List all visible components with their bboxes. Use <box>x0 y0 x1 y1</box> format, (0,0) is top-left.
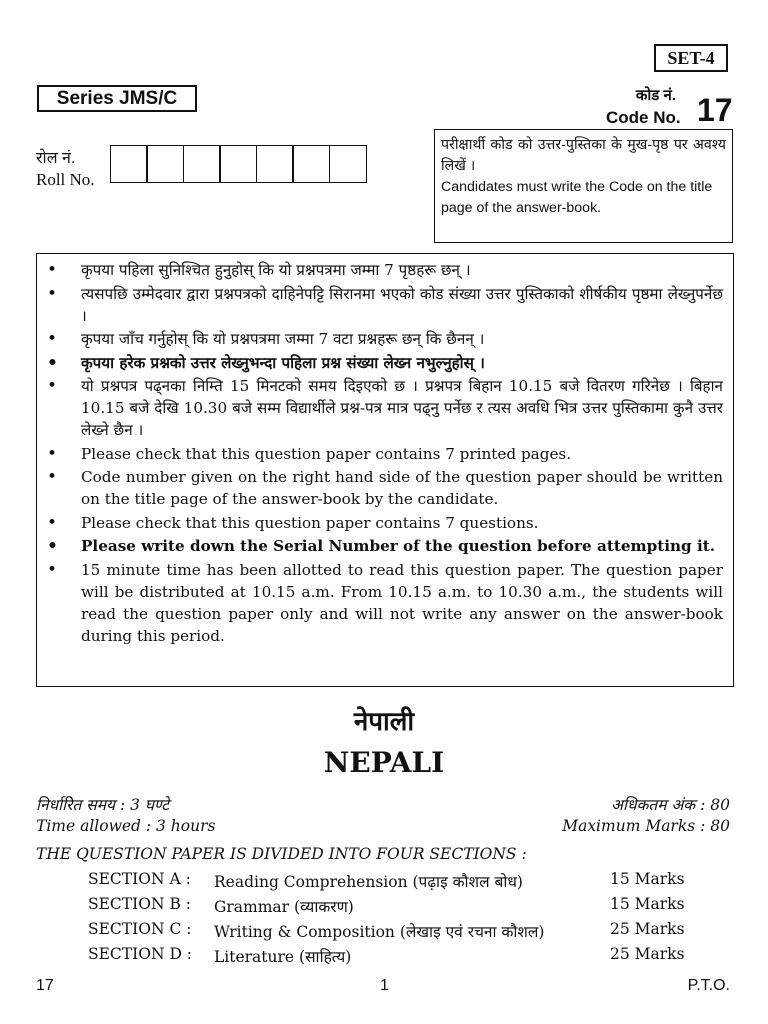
section-name: Reading Comprehension (पढ़ाइ कौशल बोध) <box>214 873 523 891</box>
instruction-item: • Code number given on the right hand side of the question paper should be written on the title page of the answer-book by the candidate. <box>45 466 723 510</box>
footer-code: 17 <box>36 977 54 994</box>
section-name: Writing & Composition (लेखाइ एवं रचना कौशल) <box>214 923 545 941</box>
set-label: SET-4 <box>654 44 728 72</box>
section-marks: 25 Marks <box>610 920 685 938</box>
sections-heading: THE QUESTION PAPER IS DIVIDED INTO FOUR SECTIONS : <box>36 845 527 863</box>
page-number: 1 <box>380 977 389 994</box>
instruction-item: • कृपया जाँच गर्नुहोस् कि यो प्रश्नपत्रमा जम्मा 7 वटा प्रश्नहरू छन् कि छैनन् । <box>45 328 723 350</box>
roll-box[interactable] <box>292 145 330 183</box>
instruction-item: • 15 minute time has been allotted to read this question paper. The question paper will be distributed at 10.15 a.m. From 10.15 a.m. to 10.30 a.m., the students will read the question paper only and will not write any answer on the answer-book during this period. <box>45 559 723 647</box>
roll-label-nepali: रोल नं. <box>36 150 76 167</box>
maximum-marks-english: Maximum Marks : 80 <box>562 817 730 835</box>
instruction-item: • Please check that this question paper contains 7 printed pages. <box>45 443 723 465</box>
candidate-note-nepali: परीक्षार्थी कोड को उत्तर-पुस्तिका के मुख-पृष्ठ पर अवश्य लिखें । <box>441 137 726 174</box>
section-label: SECTION B : <box>88 895 191 913</box>
section-label: SECTION C : <box>88 920 192 938</box>
section-row <box>88 870 700 892</box>
section-row <box>88 895 700 917</box>
roll-box[interactable] <box>329 145 367 183</box>
instruction-item: • कृपया पहिला सुनिश्चित हुनुहोस् कि यो प्रश्नपत्रमा जम्मा 7 पृष्ठहरू छन् । <box>45 259 723 281</box>
series-label: Series JMS/C <box>37 85 197 112</box>
roll-label-english: Roll No. <box>36 170 95 189</box>
instruction-item: • कृपया हरेक प्रश्नको उत्तर लेख्नुभन्दा पहिला प्रश्न संख्या लेख्न नभुल्नुहोस् । <box>45 352 723 374</box>
section-label: SECTION D : <box>88 945 193 963</box>
code-label-english: Code No. <box>606 108 681 127</box>
maximum-marks-nepali: अधिकतम अंक : 80 <box>611 796 730 814</box>
instruction-item: • त्यसपछि उम्मेदवार द्वारा प्रश्नपत्रको दाहिनेपट्टि सिरानमा भएको कोड संख्या उत्तर पुस्तिकाको शीर्षकीय पृष्ठमा लेख्नुपर्नेछ । <box>45 283 723 327</box>
subject-title-nepali: नेपाली <box>353 706 415 736</box>
roll-box[interactable] <box>110 145 148 183</box>
instruction-item: • Please write down the Serial Number of the question before attempting it. <box>45 535 723 557</box>
time-allowed-english: Time allowed : 3 hours <box>36 817 216 835</box>
roll-box[interactable] <box>183 145 221 183</box>
roll-box[interactable] <box>256 145 294 183</box>
section-marks: 15 Marks <box>610 870 685 888</box>
subject-title-english: NEPALI <box>323 746 445 779</box>
section-label: SECTION A : <box>88 870 191 888</box>
time-allowed-nepali: निर्धारित समय : 3 घण्टे <box>36 796 170 814</box>
footer-pto: P.T.O. <box>687 977 730 994</box>
instructions-list <box>45 259 723 647</box>
section-marks: 15 Marks <box>610 895 685 913</box>
roll-number-boxes[interactable] <box>111 145 367 183</box>
section-row <box>88 945 700 967</box>
instructions-box <box>36 253 734 687</box>
section-marks: 25 Marks <box>610 945 685 963</box>
instruction-item: • यो प्रश्नपत्र पढ्नका निम्ति 15 मिनटको समय दिइएको छ । प्रश्नपत्र बिहान 10.15 बजे वितरण गरिनेछ । बिहान 10.15 बजे देखि 10.30 बजे सम्म विद्यार्थीले प्रश्न-पत्र मात्र पढ्नु पर्नेछ र त्यस अवधि भित्र उत्तर पुस्तिकामा कुनै उत्तर लेख्ने छैन । <box>45 375 723 441</box>
candidate-note-box <box>434 129 733 243</box>
code-number: 17 <box>697 92 733 128</box>
candidate-note-english: Candidates must write the Code on the title page of the answer-book. <box>441 179 713 216</box>
instruction-item: • Please check that this question paper contains 7 questions. <box>45 512 723 534</box>
code-label-nepali: कोड नं. <box>635 87 676 104</box>
roll-box[interactable] <box>146 145 184 183</box>
roll-box[interactable] <box>219 145 257 183</box>
section-row <box>88 920 700 942</box>
section-name: Literature (साहित्य) <box>214 948 352 966</box>
section-name: Grammar (व्याकरण) <box>214 898 354 916</box>
